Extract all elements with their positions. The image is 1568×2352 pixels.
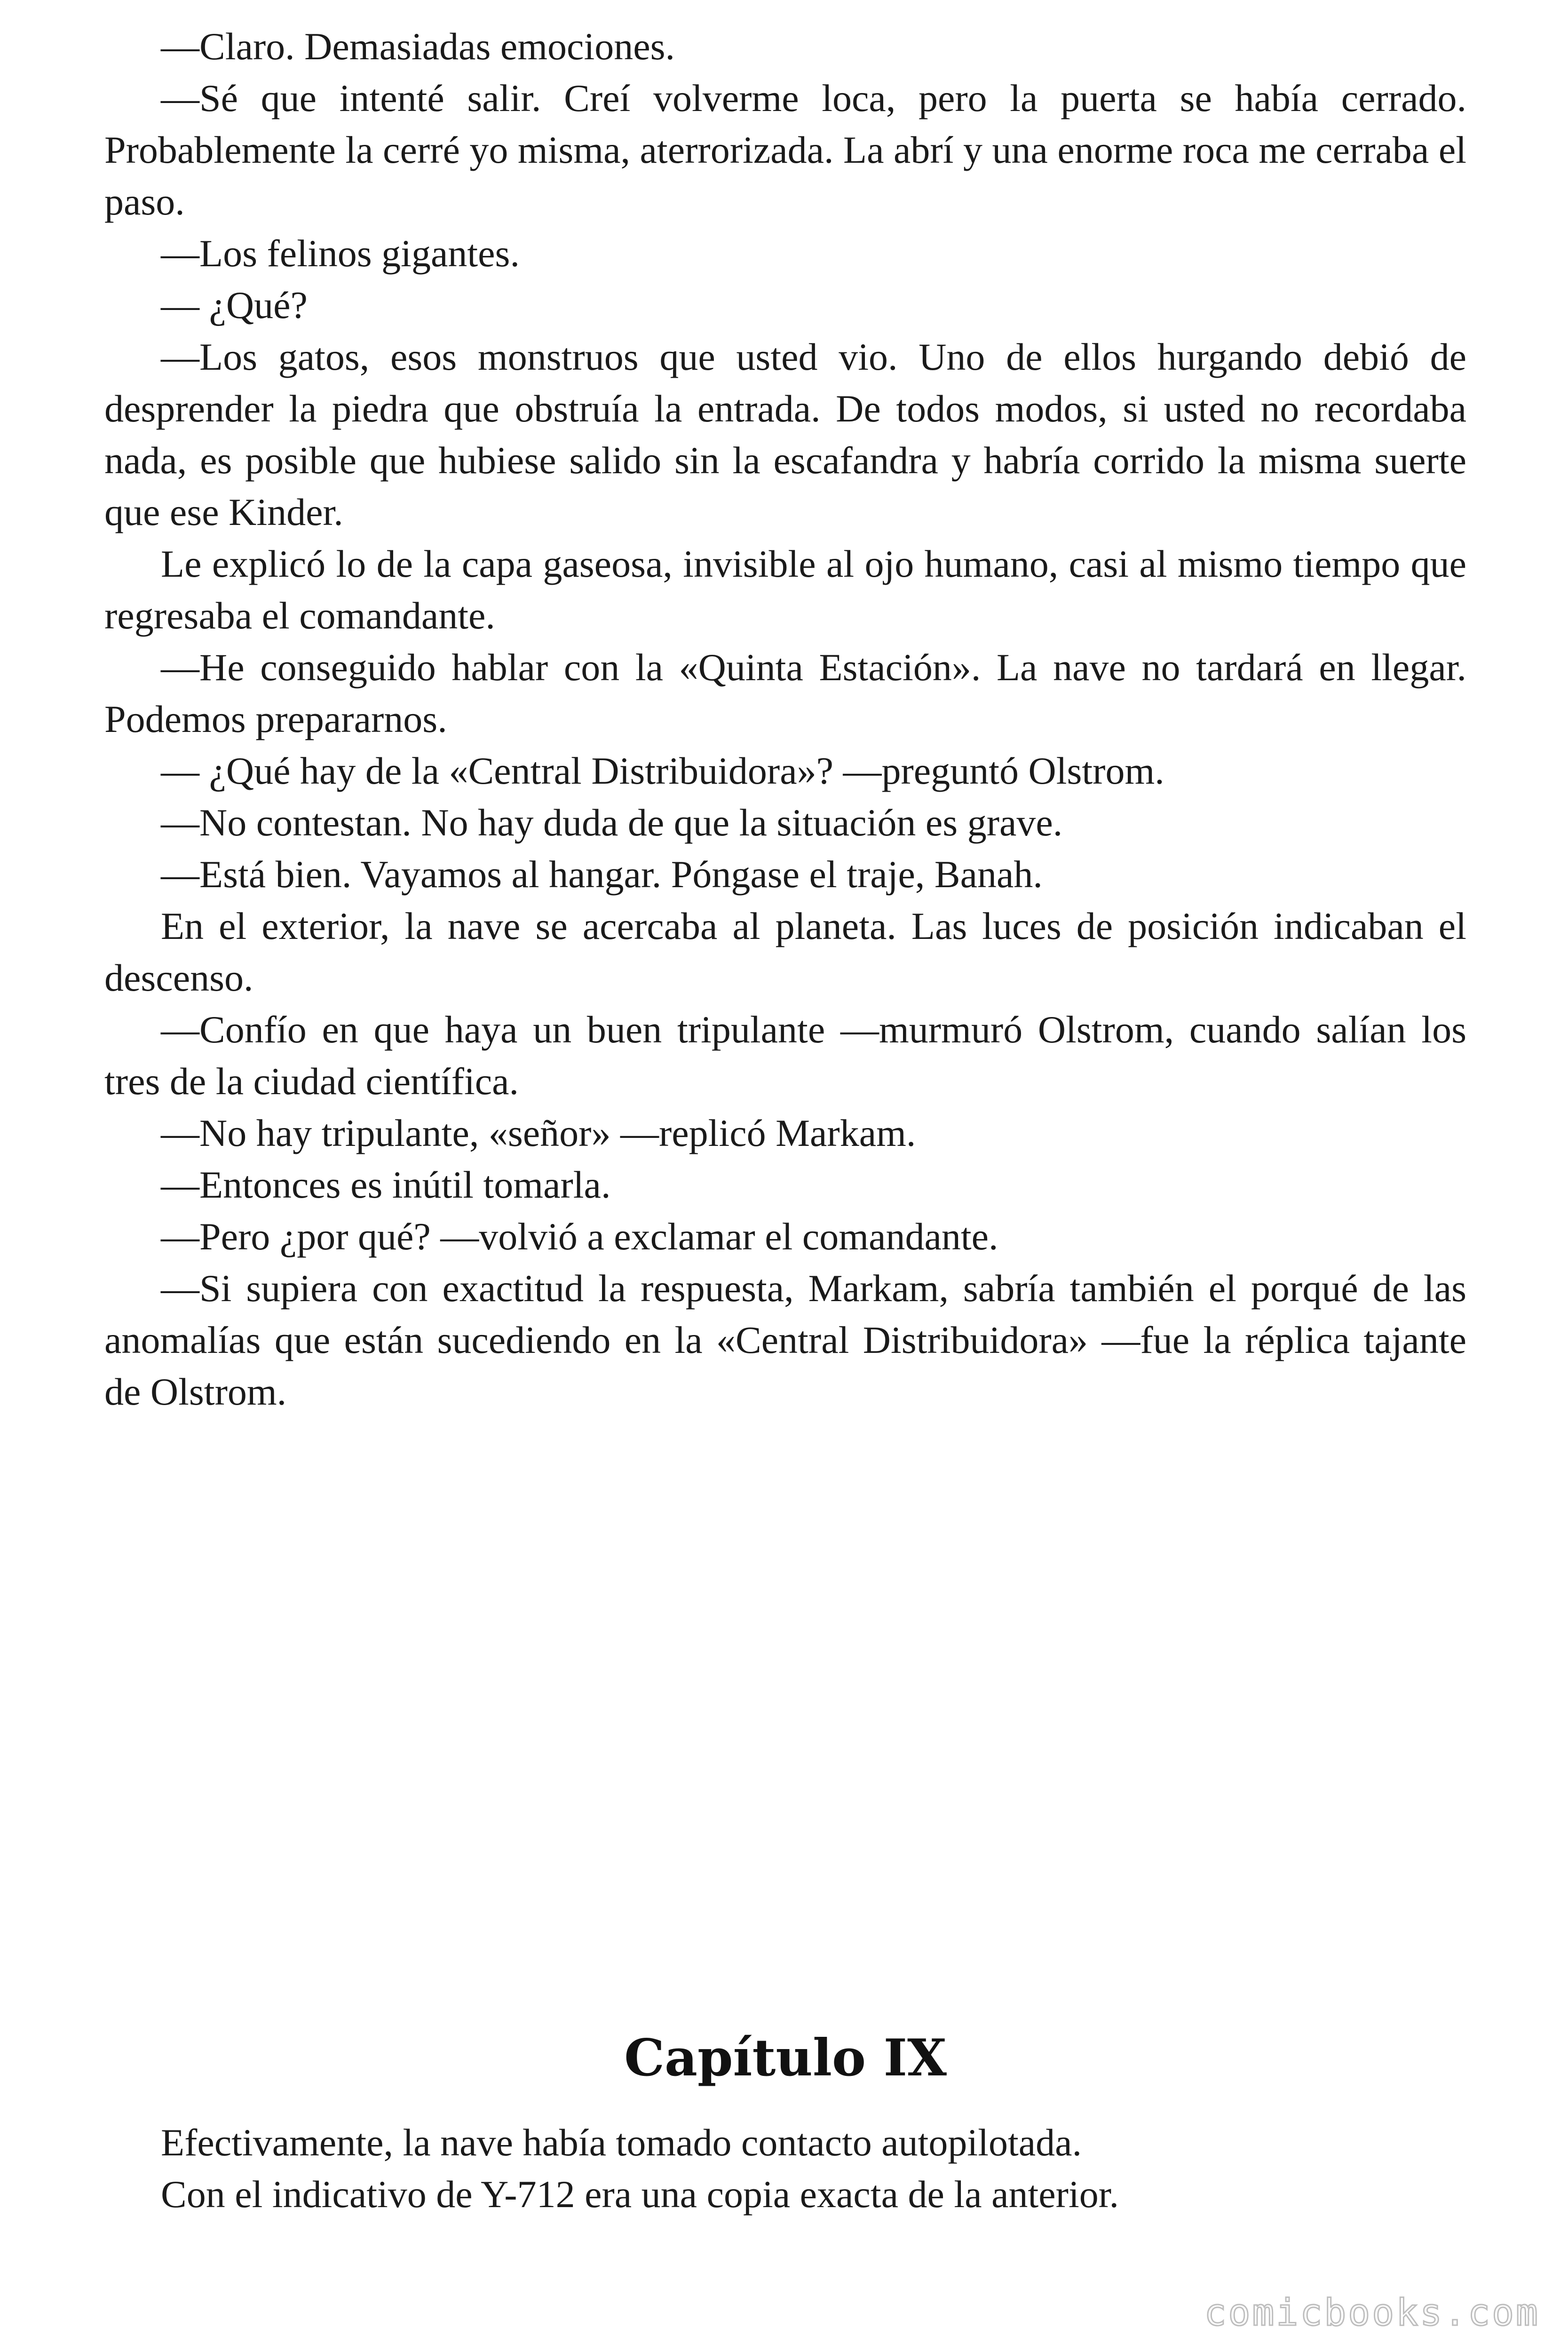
paragraph: Le explicó lo de la capa gaseosa, invisible al ojo humano, casi al mismo tiempo que regresaba el comandante. bbox=[104, 542, 1466, 637]
paragraph: —Los felinos gigantes. bbox=[161, 232, 520, 275]
chapter-section bbox=[104, 2023, 1466, 2220]
paragraph: —Sé que intenté salir. Creí volverme loca, pero la puerta se había cerrado. Probablemente la cerré yo misma, aterrorizada. La abrí y una enorme roca me cerraba el paso. bbox=[104, 77, 1466, 223]
watermark: comicbooks.com bbox=[1204, 2292, 1540, 2334]
paragraph: En el exterior, la nave se acercaba al planeta. Las luces de posición indicaban el descenso. bbox=[104, 905, 1466, 999]
paragraph: —Los gatos, esos monstruos que usted vio. Uno de ellos hurgando debió de desprender la piedra que obstruía la entrada. De todos modos, si usted no recordaba nada, es posible que hubiese salido sin la escafandra y habría corrido la misma suerte que ese Kinder. bbox=[104, 335, 1466, 533]
paragraph: — ¿Qué? bbox=[161, 284, 308, 326]
paragraph: —Pero ¿por qué? —volvió a exclamar el comandante. bbox=[161, 1215, 998, 1258]
paragraph: —Si supiera con exactitud la respuesta, Markam, sabría también el porqué de las anomalías que están sucediendo en la «Central Distribuidora» —fue la réplica tajante de Olstrom. bbox=[104, 1267, 1466, 1413]
paragraph: —No hay tripulante, «señor» —replicó Markam. bbox=[161, 1112, 916, 1154]
paragraph: Efectivamente, la nave había tomado contacto autopilotada. bbox=[161, 2121, 1082, 2164]
paragraph: —He conseguido hablar con la «Quinta Estación». La nave no tardará en llegar. Podemos prepararnos. bbox=[104, 646, 1466, 740]
paragraph: —No contestan. No hay duda de que la situación es grave. bbox=[161, 801, 1063, 844]
chapter-text-body bbox=[104, 21, 1466, 1418]
paragraph: —Confío en que haya un buen tripulante —murmuró Olstrom, cuando salían los tres de la ciudad científica. bbox=[104, 1008, 1466, 1103]
chapter-title: Capítulo IX bbox=[624, 2028, 947, 2088]
paragraph: Con el indicativo de Y-712 era una copia exacta de la anterior. bbox=[161, 2173, 1119, 2216]
paragraph: —Entonces es inútil tomarla. bbox=[161, 1163, 611, 1206]
paragraph: —Claro. Demasiadas emociones. bbox=[161, 25, 675, 68]
paragraph: — ¿Qué hay de la «Central Distribuidora»? —preguntó Olstrom. bbox=[161, 749, 1164, 792]
paragraph: —Está bien. Vayamos al hangar. Póngase el traje, Banah. bbox=[161, 853, 1043, 896]
